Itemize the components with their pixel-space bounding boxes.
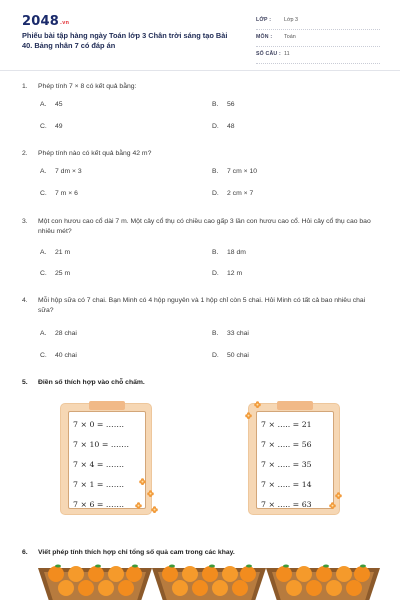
option-a[interactable]: A. 45	[40, 101, 63, 108]
equation[interactable]: 7 × ….. = 56	[261, 440, 312, 449]
site-logo[interactable]: $2048^{.vn}$	[22, 14, 70, 29]
option-b[interactable]: B. 56	[212, 101, 235, 108]
question-6	[22, 548, 382, 558]
question-4	[22, 296, 382, 359]
meta-label: LỚP :	[256, 17, 272, 23]
equation[interactable]: 7 × ….. = 35	[261, 460, 312, 469]
option-d[interactable]: D. 50 chai	[212, 352, 249, 359]
question-text: 2. Phép tính nào có kết quả bằng 42 m?	[22, 150, 152, 157]
meta-label: SỐ CÂU :	[256, 51, 281, 57]
question-5	[22, 378, 382, 388]
worksheet-meta	[256, 13, 380, 64]
fill-card-right	[248, 403, 340, 515]
question-1	[22, 82, 382, 130]
option-c[interactable]: C. 7 m × 6	[40, 190, 78, 197]
option-c[interactable]: C. 40 chai	[40, 352, 77, 359]
equation[interactable]: 7 × 4 = …….	[73, 460, 124, 469]
option-c[interactable]: C. 49	[40, 123, 63, 130]
flower-icon	[335, 492, 342, 499]
option-b[interactable]: B. 33 chai	[212, 330, 249, 337]
card-tab	[277, 401, 313, 410]
flower-icon	[139, 478, 146, 485]
flower-icon	[135, 502, 142, 509]
meta-row-class	[256, 13, 380, 30]
worksheet-title: Phiếu bài tập hàng ngày Toán lớp 3 Chân trời sáng tạo Bài 40. Bảng nhân 7 có đáp án	[22, 31, 228, 50]
worksheet-header	[0, 0, 400, 66]
option-b[interactable]: B. 18 dm	[212, 249, 246, 256]
equation[interactable]: 7 × ….. = 63	[261, 500, 312, 509]
flower-icon	[147, 490, 154, 497]
question-2	[22, 149, 382, 197]
equation[interactable]: 7 × 10 = …….	[73, 440, 129, 449]
question-text: 6. Viết phép tính thích hợp chỉ tổng số quả cam trong các khay.	[22, 549, 235, 556]
card-tab	[89, 401, 125, 410]
option-a[interactable]: A. 28 chai	[40, 330, 77, 337]
question-text: 4. Mỗi hộp sữa có 7 chai. Bạn Minh có 4 hộp nguyên và 1 hộp chỉ còn 5 chai. Hỏi Minh có tất cả bao nhiêu chai sữa?	[22, 297, 366, 315]
option-a[interactable]: A. 21 m	[40, 249, 71, 256]
meta-label: MÔN :	[256, 34, 273, 40]
option-c[interactable]: C. 25 m	[40, 270, 71, 277]
question-text: 3. Một con hươu cao cổ dài 7 m. Một cây cổ thụ có chiều cao gấp 3 lần con hươu cao cổ. Hỏi cây cổ thụ cao bao nhiêu mét?	[22, 218, 371, 236]
question-text: 1. Phép tính 7 × 8 có kết quả bằng:	[22, 83, 137, 90]
equation[interactable]: 7 × ….. = 14	[261, 480, 312, 489]
flower-icon	[254, 401, 261, 408]
header-divider	[0, 70, 400, 71]
option-d[interactable]: D. 48	[212, 123, 235, 130]
equation[interactable]: 7 × 0 = …….	[73, 420, 124, 429]
equation[interactable]: 7 × 1 = …….	[73, 480, 124, 489]
question-3	[22, 217, 382, 277]
orange-tray-3	[264, 562, 382, 600]
flower-icon	[245, 412, 252, 419]
meta-value: Toán	[284, 34, 296, 40]
question-text: 5. Điền số thích hợp vào chỗ chấm.	[22, 379, 145, 386]
meta-row-count	[256, 47, 380, 64]
equation[interactable]: 7 × ….. = 21	[261, 420, 312, 429]
flower-icon	[329, 502, 336, 509]
option-d[interactable]: D. 12 m	[212, 270, 243, 277]
orange-tray-2	[150, 562, 268, 600]
meta-row-subject	[256, 30, 380, 47]
fill-card-left	[60, 403, 152, 515]
option-a[interactable]: A. 7 dm × 3	[40, 168, 82, 175]
equation[interactable]: 7 × 6 = …….	[73, 500, 124, 509]
option-b[interactable]: B. 7 cm × 10	[212, 168, 258, 175]
meta-value: 11	[284, 51, 290, 57]
flower-icon	[151, 506, 158, 513]
orange-tray-1	[36, 562, 154, 600]
option-d[interactable]: D. 2 cm × 7	[212, 190, 254, 197]
meta-value: Lớp 3	[284, 17, 299, 23]
